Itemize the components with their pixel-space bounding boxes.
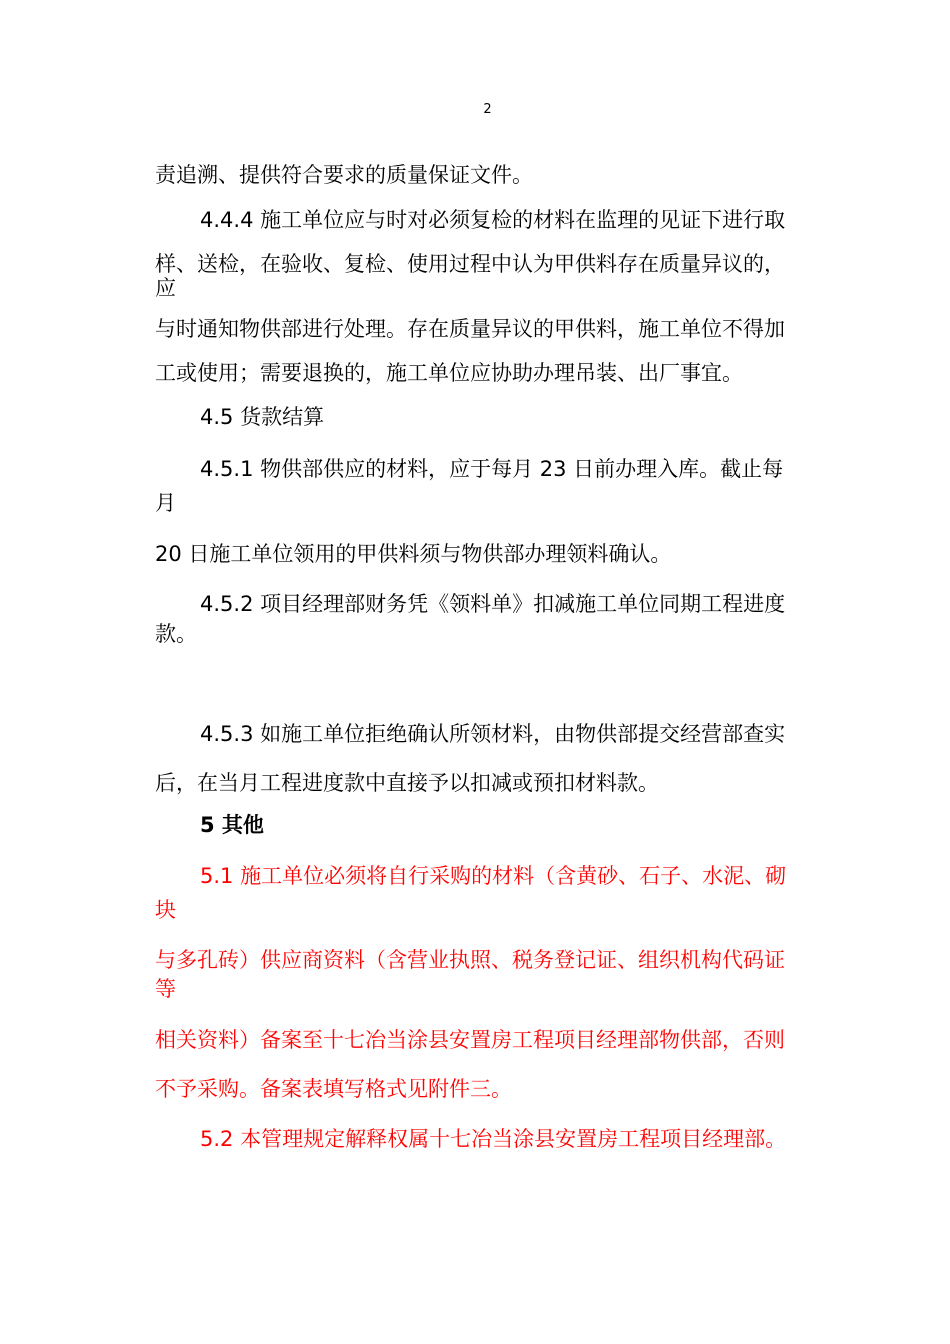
clause-4-5-2: 4.5.2 项目经理部财务凭《领料单》扣减施工单位同期工程进度 — [200, 592, 786, 616]
text-line-5: 与时通知物供部进行处理。存在质量异议的甲供料，施工单位不得加 — [155, 317, 785, 341]
text-line-14: 后，在当月工程进度款中直接予以扣减或预扣材料款。 — [155, 771, 659, 795]
text-line-12: 款。 — [155, 622, 197, 646]
text-line-10: 20 日施工单位领用的甲供料须与物供部办理领料确认。 — [155, 542, 672, 566]
text-line-19: 等 — [155, 977, 176, 1001]
heading-5-other: 5 其他 — [200, 813, 264, 837]
clause-5-2: 5.2 本管理规定解释权属十七冶当涂县安置房工程项目经理部。 — [200, 1127, 787, 1151]
text-line-3: 样、送检，在验收、复检、使用过程中认为甲供料存在质量异议的， — [155, 252, 785, 276]
text-line-1: 责追溯、提供符合要求的质量保证文件。 — [155, 163, 533, 187]
page-number: 2 — [483, 102, 492, 117]
text-line-4: 应 — [155, 276, 176, 300]
clause-4-5-3: 4.5.3 如施工单位拒绝确认所领材料，由物供部提交经营部查实 — [200, 722, 786, 746]
text-line-20: 相关资料）备案至十七冶当涂县安置房工程项目经理部物供部，否则 — [155, 1028, 785, 1052]
heading-4-5: 4.5 货款结算 — [200, 405, 325, 429]
text-line-6: 工或使用；需要退换的，施工单位应协助办理吊装、出厂事宜。 — [155, 361, 743, 385]
text-line-18: 与多孔砖）供应商资料（含营业执照、税务登记证、组织机构代码证 — [155, 948, 785, 972]
text-line-9: 月 — [155, 491, 176, 515]
text-line-21: 不予采购。备案表填写格式见附件三。 — [155, 1077, 512, 1101]
text-line-17: 块 — [155, 898, 176, 922]
clause-4-5-1: 4.5.1 物供部供应的材料，应于每月 23 日前办理入库。截止每 — [200, 457, 784, 481]
clause-5-1: 5.1 施工单位必须将自行采购的材料（含黄砂、石子、水泥、砌 — [200, 864, 787, 888]
clause-4-4-4: 4.4.4 施工单位应与时对必须复检的材料在监理的见证下进行取 — [200, 208, 786, 232]
